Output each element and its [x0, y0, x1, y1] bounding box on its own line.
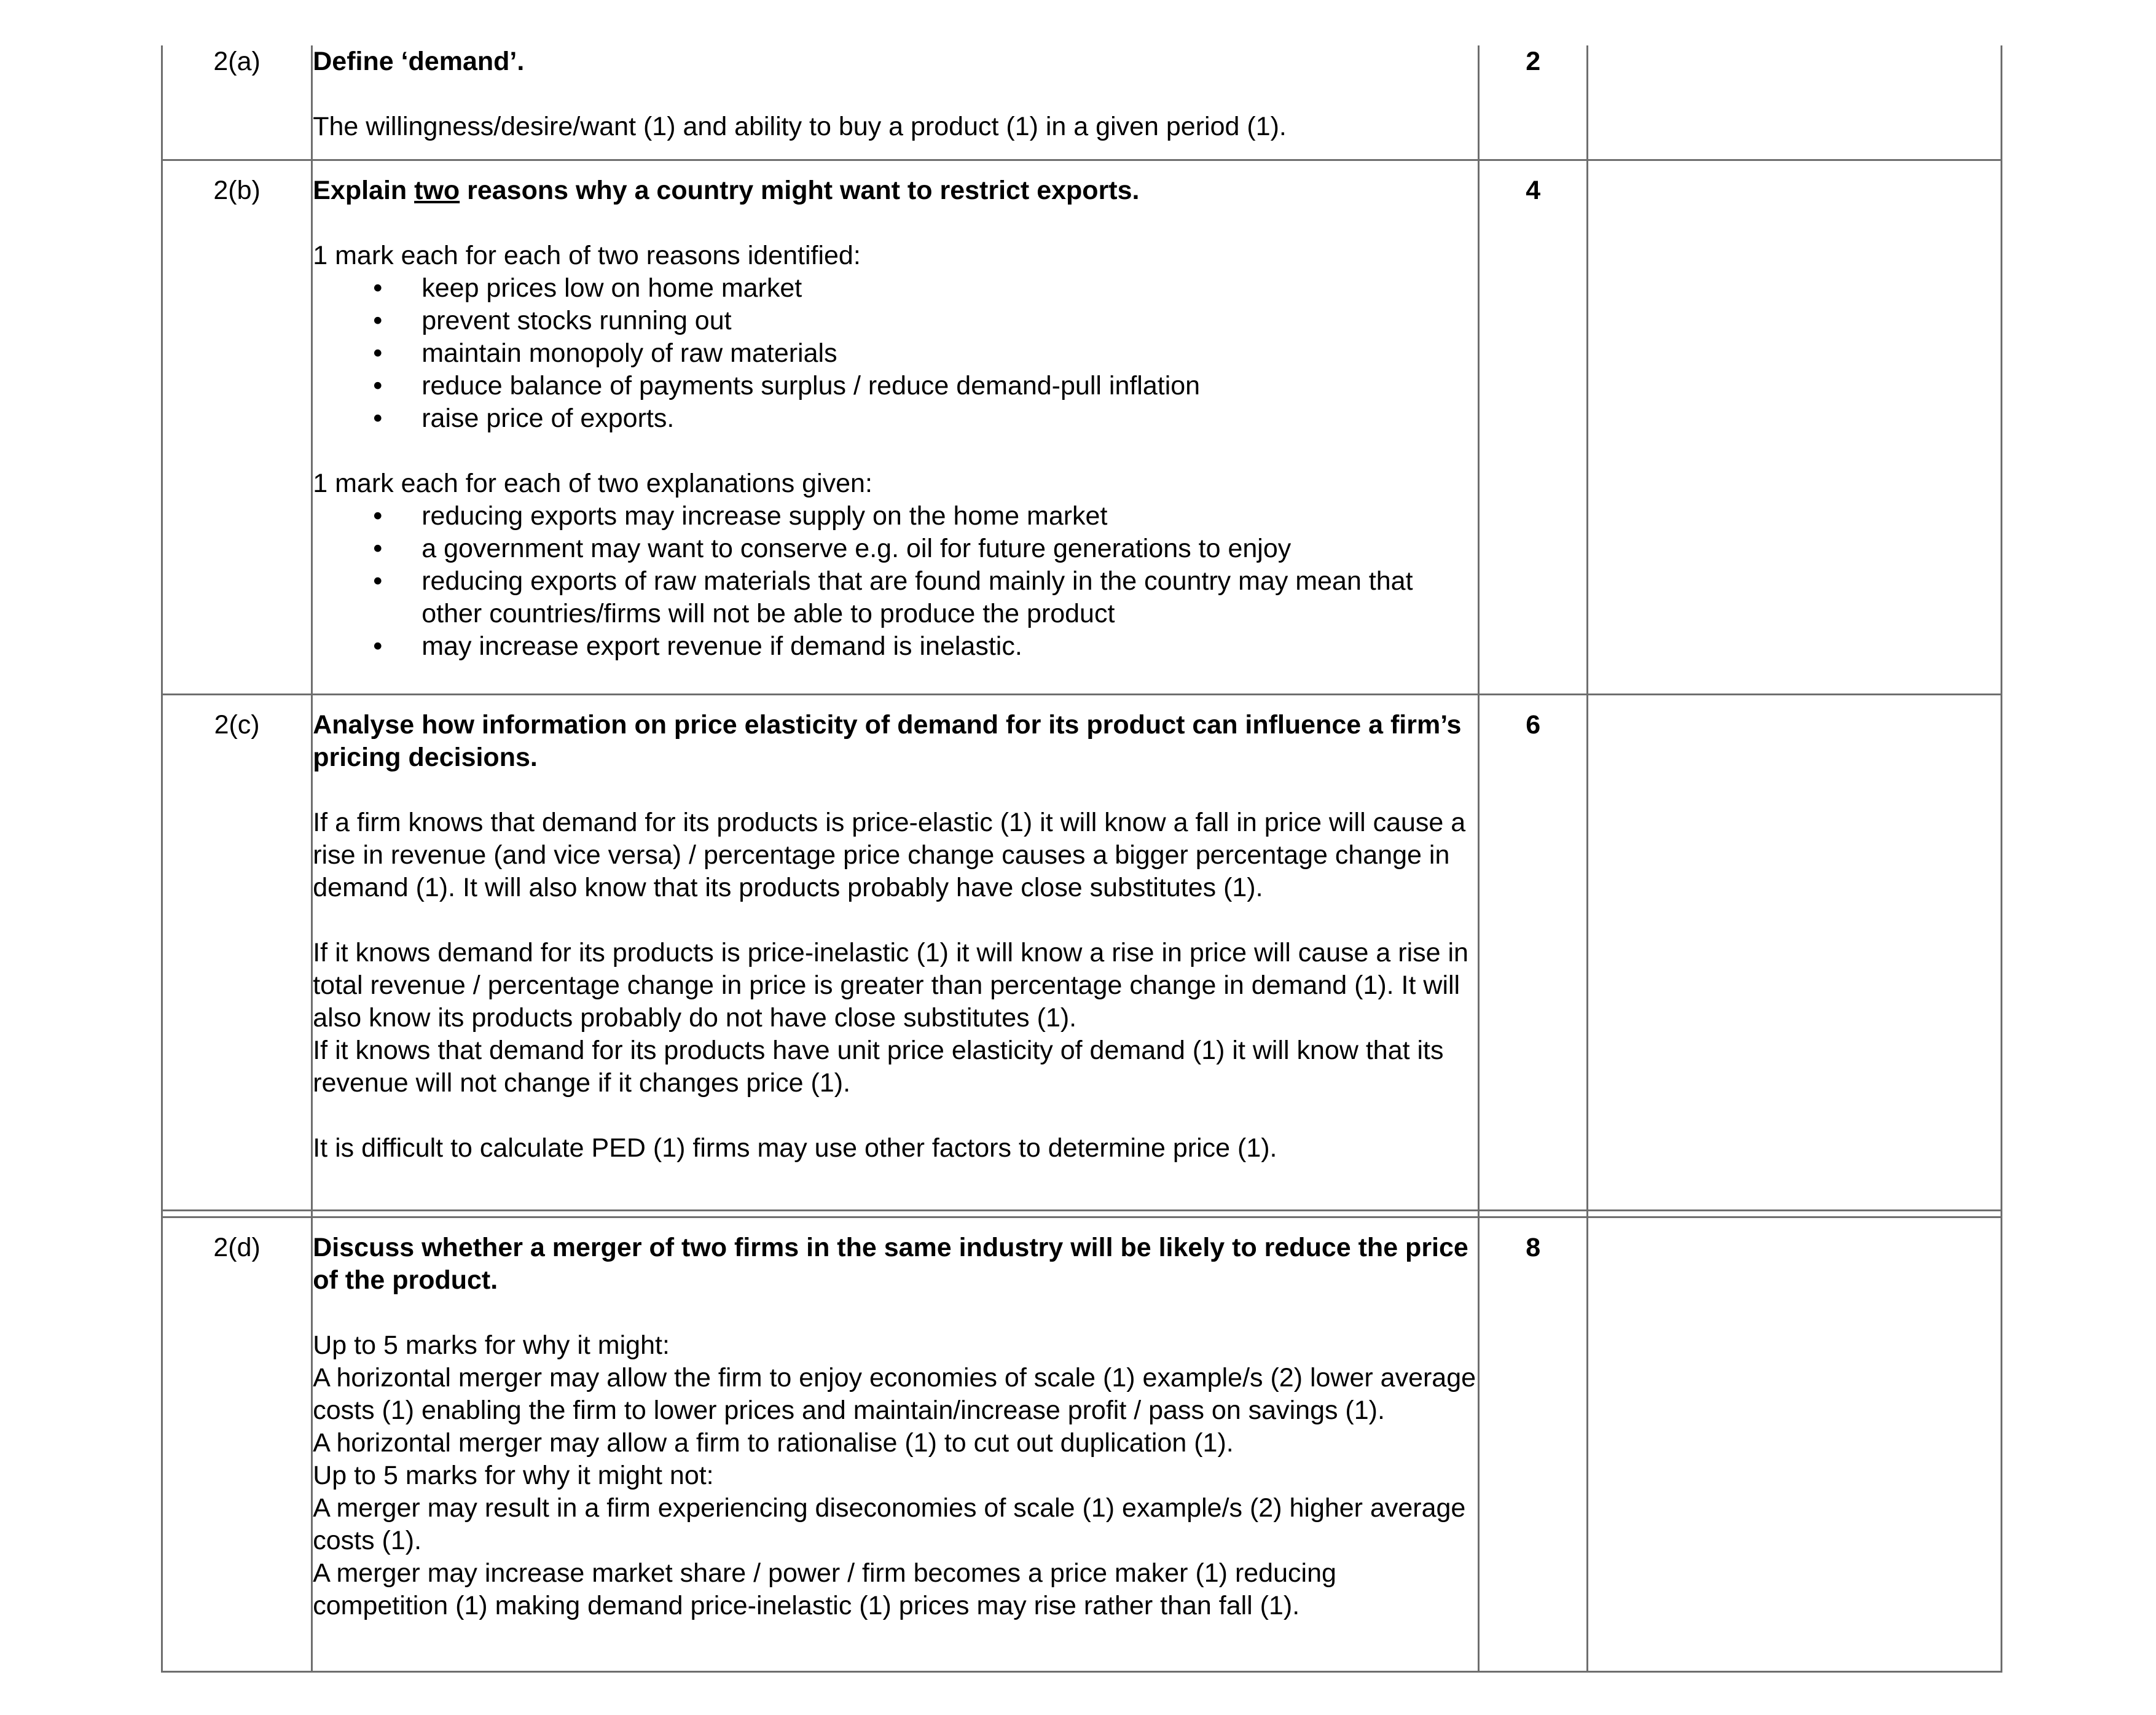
question-text-part: Explain — [313, 175, 415, 205]
list-item: • keep prices low on home market — [313, 272, 1478, 305]
answer-line: Up to 5 marks for why it might not: — [313, 1460, 714, 1490]
question-number: 2(b) — [213, 175, 261, 205]
guidance-cell — [1588, 1217, 2002, 1671]
list-item: • maintain monopoly of raw materials — [313, 337, 1478, 370]
list-item: • reduce balance of payments surplus / reduce demand-pull inflation — [313, 370, 1478, 402]
list-item: • prevent stocks running out — [313, 305, 1478, 337]
question-text — [313, 174, 1478, 207]
marks-cell: 6 — [1479, 694, 1588, 1210]
list-item: • a government may want to conserve e.g. oil for future generations to enjoy — [313, 533, 1478, 565]
spacer — [313, 1297, 1478, 1329]
question-number: 2(c) — [214, 709, 260, 740]
answer-paragraph: If a firm knows that demand for its products is price-elastic (1) it will know a fall in price will cause a rise in revenue (and vice versa) / percentage price change causes a bigger percentage change in demand (1). It will also know that its products probably have close substitutes (1). — [313, 807, 1466, 902]
question-text-underlined: two — [414, 175, 460, 205]
spacer — [313, 904, 1478, 937]
answer-paragraph: It is difficult to calculate PED (1) firms may use other factors to determine price (1). — [313, 1133, 1277, 1163]
spacer — [313, 435, 1478, 467]
list-item: • raise price of exports. — [313, 402, 1478, 435]
answer-line: Up to 5 marks for why it might: — [313, 1330, 670, 1360]
guidance-cell — [1588, 45, 2002, 160]
question-text: Analyse how information on price elasticity of demand for its product can influence a firm’s pricing decisions. — [313, 709, 1462, 772]
answer-paragraph: If it knows that demand for its products have unit price elasticity of demand (1) it will know that its revenue will not change if it changes price (1). — [313, 1035, 1444, 1098]
separator-cell — [162, 1210, 312, 1217]
answer-line: A merger may increase market share / power / firm becomes a price maker (1) reducing competition (1) making demand price-inelastic (1) prices may rise rather than fall (1). — [313, 1558, 1336, 1620]
spacer — [313, 774, 1478, 807]
separator-cell — [312, 1210, 1479, 1217]
list-item: • reducing exports may increase supply on the home market — [313, 500, 1478, 533]
question-number-cell — [162, 45, 312, 160]
question-text-part: reasons why a country might want to restrict exports. — [460, 175, 1140, 205]
question-row-2d — [162, 1217, 2002, 1671]
question-number-cell — [162, 160, 312, 694]
question-text: Define ‘demand’. — [313, 47, 525, 76]
answer-paragraph: If it knows demand for its products is price-inelastic (1) it will know a rise in price will cause a rise in total revenue / percentage change in price is greater than percentage change in demand (1). It will also know its products probably do not have close substitutes (1). — [313, 937, 1468, 1033]
mark-scheme-table — [161, 45, 2002, 1673]
question-number-cell — [162, 694, 312, 1210]
explanations-list — [313, 500, 1478, 663]
marks-cell: 2 — [1479, 45, 1588, 160]
separator-cell — [1479, 1210, 1588, 1217]
answer-cell — [312, 160, 1479, 694]
guidance-cell — [1588, 694, 2002, 1210]
question-number-cell — [162, 1217, 312, 1671]
marks-cell: 8 — [1479, 1217, 1588, 1671]
answer-intro: 1 mark each for each of two reasons identified: — [313, 240, 861, 270]
separator-cell — [1588, 1210, 2002, 1217]
guidance-cell — [1588, 160, 2002, 694]
answer-cell — [312, 694, 1479, 1210]
spacer — [313, 1100, 1478, 1132]
marks-cell: 4 — [1479, 160, 1588, 694]
answer-intro: 1 mark each for each of two explanations given: — [313, 468, 872, 498]
spacer — [313, 78, 1478, 111]
list-item: • may increase export revenue if demand is inelastic. — [313, 630, 1478, 663]
question-row-2c — [162, 694, 2002, 1210]
answer-cell — [312, 1217, 1479, 1671]
question-text: Discuss whether a merger of two firms in the same industry will be likely to reduce the price of the product. — [313, 1232, 1468, 1295]
question-row-2b — [162, 160, 2002, 694]
answer-cell — [312, 45, 1479, 160]
answer-line: A horizontal merger may allow a firm to rationalise (1) to cut out duplication (1). — [313, 1428, 1234, 1458]
answer-line: The willingness/desire/want (1) and ability to buy a product (1) in a given period (1). — [313, 112, 1287, 141]
answer-line: A horizontal merger may allow the firm to enjoy economies of scale (1) example/s (2) lower average costs (1) enabling the firm to lower prices and maintain/increase profit / pass on savings (1). — [313, 1362, 1476, 1425]
question-number: 2(d) — [213, 1232, 261, 1262]
list-item: • reducing exports of raw materials that are found mainly in the country may mean that other countries/firms will not be able to produce the product — [313, 565, 1478, 630]
answer-line: A merger may result in a firm experiencing diseconomies of scale (1) example/s (2) higher average costs (1). — [313, 1493, 1466, 1555]
question-row-2a — [162, 45, 2002, 160]
reasons-list — [313, 272, 1478, 435]
row-separator — [162, 1210, 2002, 1217]
spacer — [313, 207, 1478, 240]
question-number: 2(a) — [213, 47, 261, 76]
